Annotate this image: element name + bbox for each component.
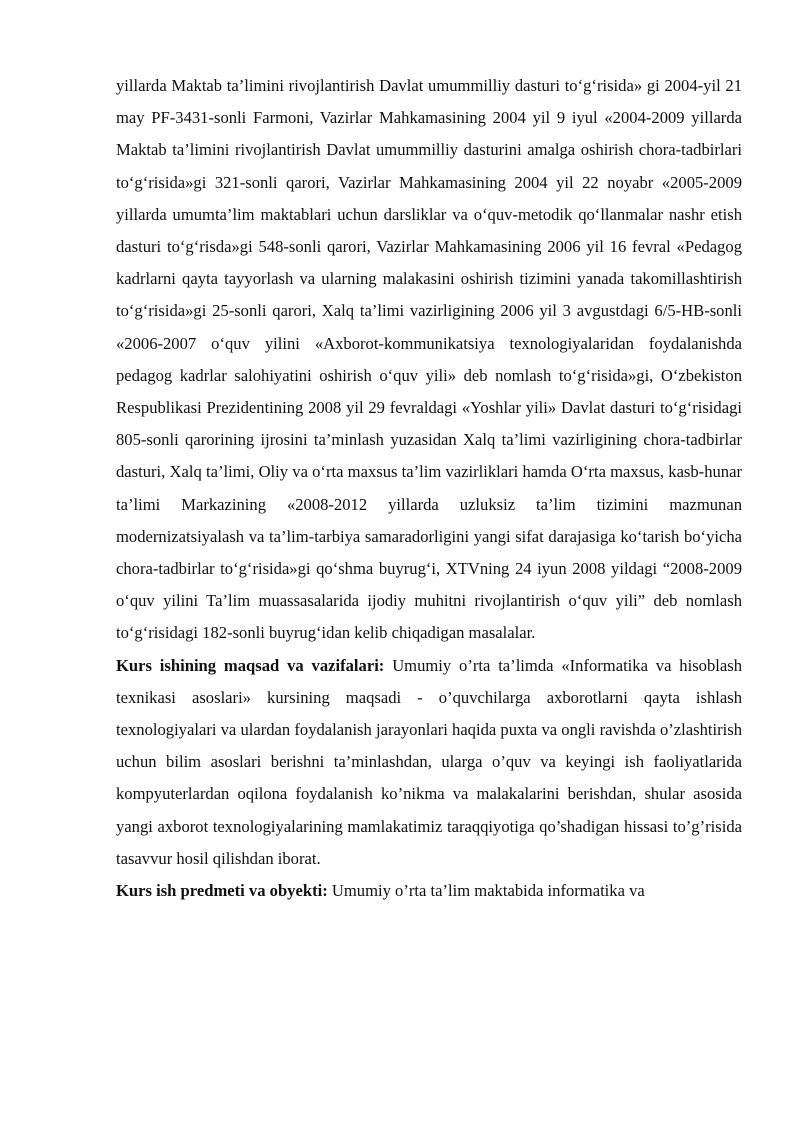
paragraph-decrees bbox=[116, 70, 742, 650]
section-heading-goals: Kurs ishining maqsad va vazifalari: bbox=[116, 655, 385, 675]
document-page bbox=[116, 70, 742, 907]
paragraph-text: Umumiy o’rta ta’limda «Informatika va hisoblash texnikasi asoslari» kursining maqsadi - o’quvchilarga axborotlarni qayta ishlash texnologiyalari va ulardan foydalanish jarayonlari haqida puxta va ongli ravishda o’zlashtirish uchun bilim asoslari berishni ta’minlashdan, ularga o’quv va keyingi ish faoliyatlarida kompyuterlardan oqilona foydalanish ko’nikma va malakalarini berishdan, shular asosida yangi axborot texnologiyalarining mamlakatimiz taraqqiyotiga qo’shadigan hissasi to’g’risida tasavvur hosil qilishdan iborat. bbox=[116, 655, 742, 868]
paragraph-text: yillarda Maktab ta’limini rivojlantirish Davlat umummilliy dasturi to‘g‘risida» gi 2004-yil 21 may PF-3431-sonli Farmoni, Vazirlar Mahkamasining 2004 yil 9 iyul «2004-2009 yillarda Maktab ta’limini rivojlantirish Davlat umummilliy dasturini amalga oshirish chora-tadbirlari to‘g‘risida»gi 321-sonli qarori, Vazirlar Mahkamasining 2004 yil 22 noyabr «2005-2009 yillarda umumta’lim maktablari uchun darsliklar va o‘quv-metodik qo‘llanmalar nashr etish dasturi to‘g‘risda»gi 548-sonli qarori, Vazirlar Mahkamasining 2006 yil 16 fevral «Pedagog kadrlarni qayta tayyorlash va ularning malakasini oshirish tizimini yanada takomillashtirish to‘g‘risida»gi 25-sonli qarori, Xalq ta’limi vazirligining 2006 yil 3 avgustdagi 6/5-HB-sonli «2006-2007 o‘quv yilini «Axborot-kommunikatsiya texnologiyalaridan foydalanishda pedagog kadrlar salohiyatini oshirish o‘quv yili» deb nomlash to‘g‘risida»gi, O‘zbekiston Respublikasi Prezidentining 2008 yil 29 fevraldagi «Yoshlar yili» Davlat dasturi to‘g‘risidagi 805-sonli qarorining ijrosini ta’minlash yuzasidan Xalq ta’limi vazirligining chora-tadbirlar dasturi, Xalq ta’limi, Oliy va o‘rta maxsus ta’lim vazirliklari hamda O‘rta maxsus, kasb-hunar ta’limi Markazining «2008-2012 yillarda uzluksiz ta’lim tizimini mazmunan modernizatsiyalash va ta’lim-tarbiya samaradorligini yangi sifat darajasiga ko‘tarish bo‘yicha chora-tadbirlar to‘g‘risida»gi qo‘shma buyrug‘i, XTVning 24 iyun 2008 yildagi “2008-2009 o‘quv yilini Ta’lim muassasalarida ijodiy muhitni rivojlantirish o‘quv yili” deb nomlash to‘g‘risidagi 182-sonli buyrug‘idan kelib chiqadigan masalalar. bbox=[116, 76, 742, 643]
paragraph-course-subject bbox=[116, 875, 742, 907]
paragraph-text: Umumiy o’rta ta’lim maktabida informatika va bbox=[327, 881, 645, 901]
section-heading-subject: Kurs ish predmeti va obyekti: bbox=[116, 881, 328, 901]
paragraph-course-goals bbox=[116, 650, 742, 875]
